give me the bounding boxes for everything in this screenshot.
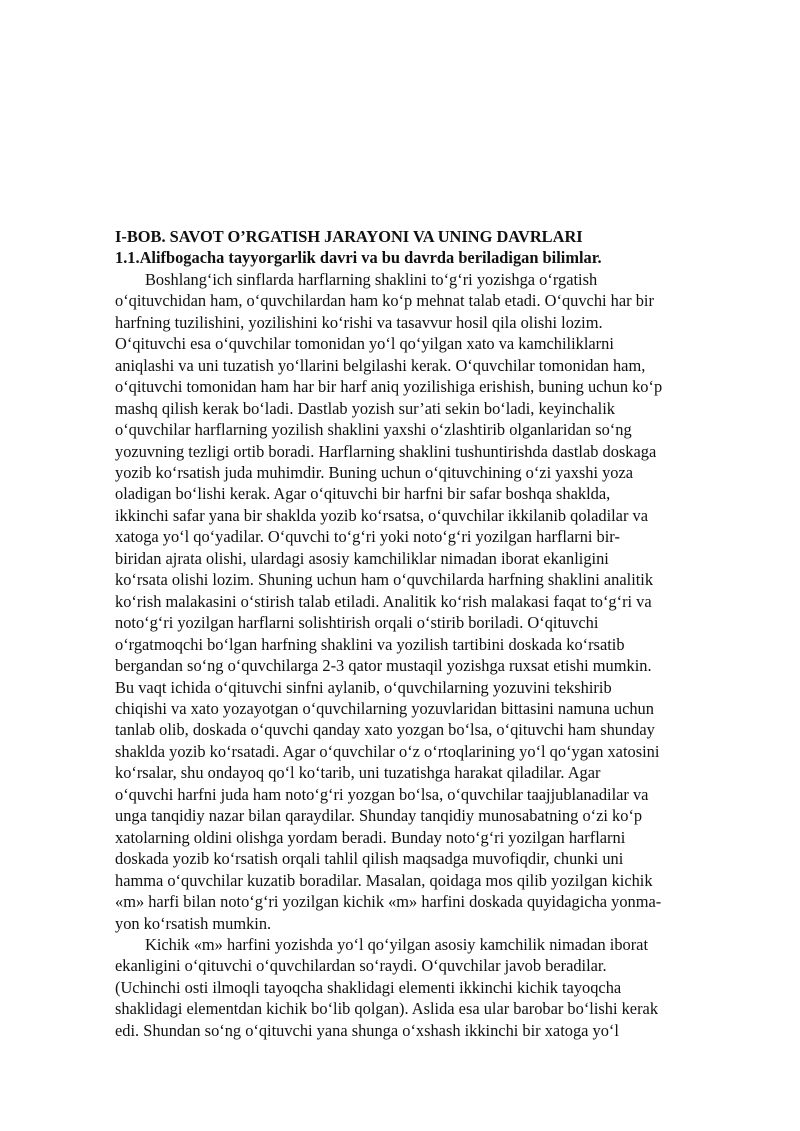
text-line: o‘quvchilar harflarning yozilish shaklini yaxshi o‘zlashtirib olganlaridan so‘ng [115,420,632,440]
text-line: o‘rgatmoqchi bo‘lgan harfning shaklini va yozilish tartibini doskada ko‘rsatib [115,634,625,654]
text-line: o‘quvchi harfni juda ham noto‘g‘ri yozgan bo‘lsa, o‘quvchilar taajjublanadilar va [115,784,649,804]
body-text [115,269,740,1041]
text-line: chiqishi va xato yozayotgan o‘quvchilarning yozuvlaridan bittasini namuna uchun [115,698,654,718]
document-body [115,226,740,1041]
text-line: (Uchinchi osti ilmoqli tayoqcha shaklidagi elementi ikkinchi kichik tayoqcha [115,977,622,997]
text-line: ko‘rsalar, shu ondayoq qo‘l ko‘tarib, uni tuzatishga harakat qiladilar. Agar [115,763,601,783]
text-line: harfning tuzilishini, yozilishini ko‘rishi va tasavvur hosil qila olishi lozim. [115,312,603,332]
text-line: o‘qituvchi tomonidan ham har bir harf aniq yozilishiga erishish, buning uchun ko‘p [115,377,663,397]
text-line: tanlab olib, doskada o‘quvchi qanday xato yozgan bo‘lsa, o‘qituvchi ham shunday [115,720,655,740]
text-line: ekanligini o‘qituvchi o‘quvchilardan so‘raydi. O‘quvchilar javob beradilar. [115,956,607,976]
text-line: xatoga yo‘l qo‘yadilar. O‘quvchi to‘g‘ri yoki noto‘g‘ri yozilgan harflarni bir- [115,527,620,547]
text-line: mashq qilish kerak bo‘ladi. Dastlab yozish sur’ati sekin bo‘ladi, keyinchalik [115,398,615,418]
text-line: ikkinchi safar yana bir shaklda yozib ko‘rsatsa, o‘quvchilar ikkilanib qoladilar va [115,505,648,525]
text-line: bergandan so‘ng o‘quvchilarga 2-3 qator mustaqil yozishga ruxsat etishi mumkin. [115,656,652,676]
text-line: unga tanqidiy nazar bilan qaraydilar. Shunday tanqidiy munosabatning o‘zi ko‘p [115,806,643,826]
text-line: yozuvning tezligi ortib boradi. Harflarning shaklini tushuntirishda dastlab doskaga [115,441,657,461]
text-line: o‘qituvchidan ham, o‘quvchilardan ham ko‘p mehnat talab etadi. O‘quvchi har bir [115,291,654,311]
text-line: ko‘rish malakasini o‘stirish talab etiladi. Analitik ko‘rish malakasi faqat to‘g‘ri va [115,591,652,611]
text-line: doskada yozib ko‘rsatish orqali tahlil qilish maqsadga muvofiqdir, chunki uni [115,849,624,869]
text-line: yozib ko‘rsatish juda muhimdir. Buning uchun o‘qituvchining o‘zi yaxshi yoza [115,462,634,482]
text-line: yon ko‘rsatish mumkin. [115,913,272,933]
text-line: ko‘rsata olishi lozim. Shuning uchun ham o‘quvchilarda harfning shaklini analitik [115,570,654,590]
text-line: hamma o‘quvchilar kuzatib boradilar. Masalan, qoidaga mos qilib yozilgan kichik [115,870,653,890]
text-line: shaklda yozib ko‘rsatadi. Agar o‘quvchilar o‘z o‘rtoqlarining yo‘l qo‘ygan xatosini [115,741,660,761]
text-line: shaklidagi elementdan kichik bo‘lib qolgan). Aslida esa ular barobar bo‘lishi kerak [115,999,659,1019]
text-line: noto‘g‘ri yozilgan harflarni solishtirish orqali o‘stirib boriladi. O‘qituvchi [115,613,599,633]
section-title: 1.1.Alifbogacha tayyorgarlik davri va bu davrda beriladigan bilimlar. [115,248,602,268]
text-line: Boshlang‘ich sinflarda harflarning shaklini to‘g‘ri yozishga o‘rgatish [145,269,598,289]
text-line: edi. Shundan so‘ng o‘qituvchi yana shunga o‘xshash ikkinchi bir xatoga yo‘l [115,1020,619,1040]
chapter-title: I-BOB. SAVOT O’RGATISH JARAYONI VA UNING DAVRLARI [115,227,583,246]
text-line: oladigan bo‘lishi kerak. Agar o‘qituvchi bir harfni bir safar boshqa shaklda, [115,484,611,504]
text-line: aniqlashi va uni tuzatish yo‘llarini belgilashi kerak. O‘quvchilar tomonidan ham, [115,355,646,375]
text-line: xatolarning oldini olishga yordam beradi. Bunday noto‘g‘ri yozilgan harflarni [115,827,626,847]
text-line: Kichik «m» harfini yozishda yo‘l qo‘yilgan asosiy kamchilik nimadan iborat [145,934,648,954]
text-line: biridan ajrata olishi, ulardagi asosiy kamchiliklar nimadan iborat ekanligini [115,548,609,568]
text-line: «m» harfi bilan noto‘g‘ri yozilgan kichik «m» harfini doskada quyidagicha yonma- [115,892,662,912]
text-line: O‘qituvchi esa o‘quvchilar tomonidan yo‘l qo‘yilgan xato va kamchiliklarni [115,334,614,354]
text-line: Bu vaqt ichida o‘qituvchi sinfni aylanib, o‘quvchilarning yozuvini tekshirib [115,677,612,697]
